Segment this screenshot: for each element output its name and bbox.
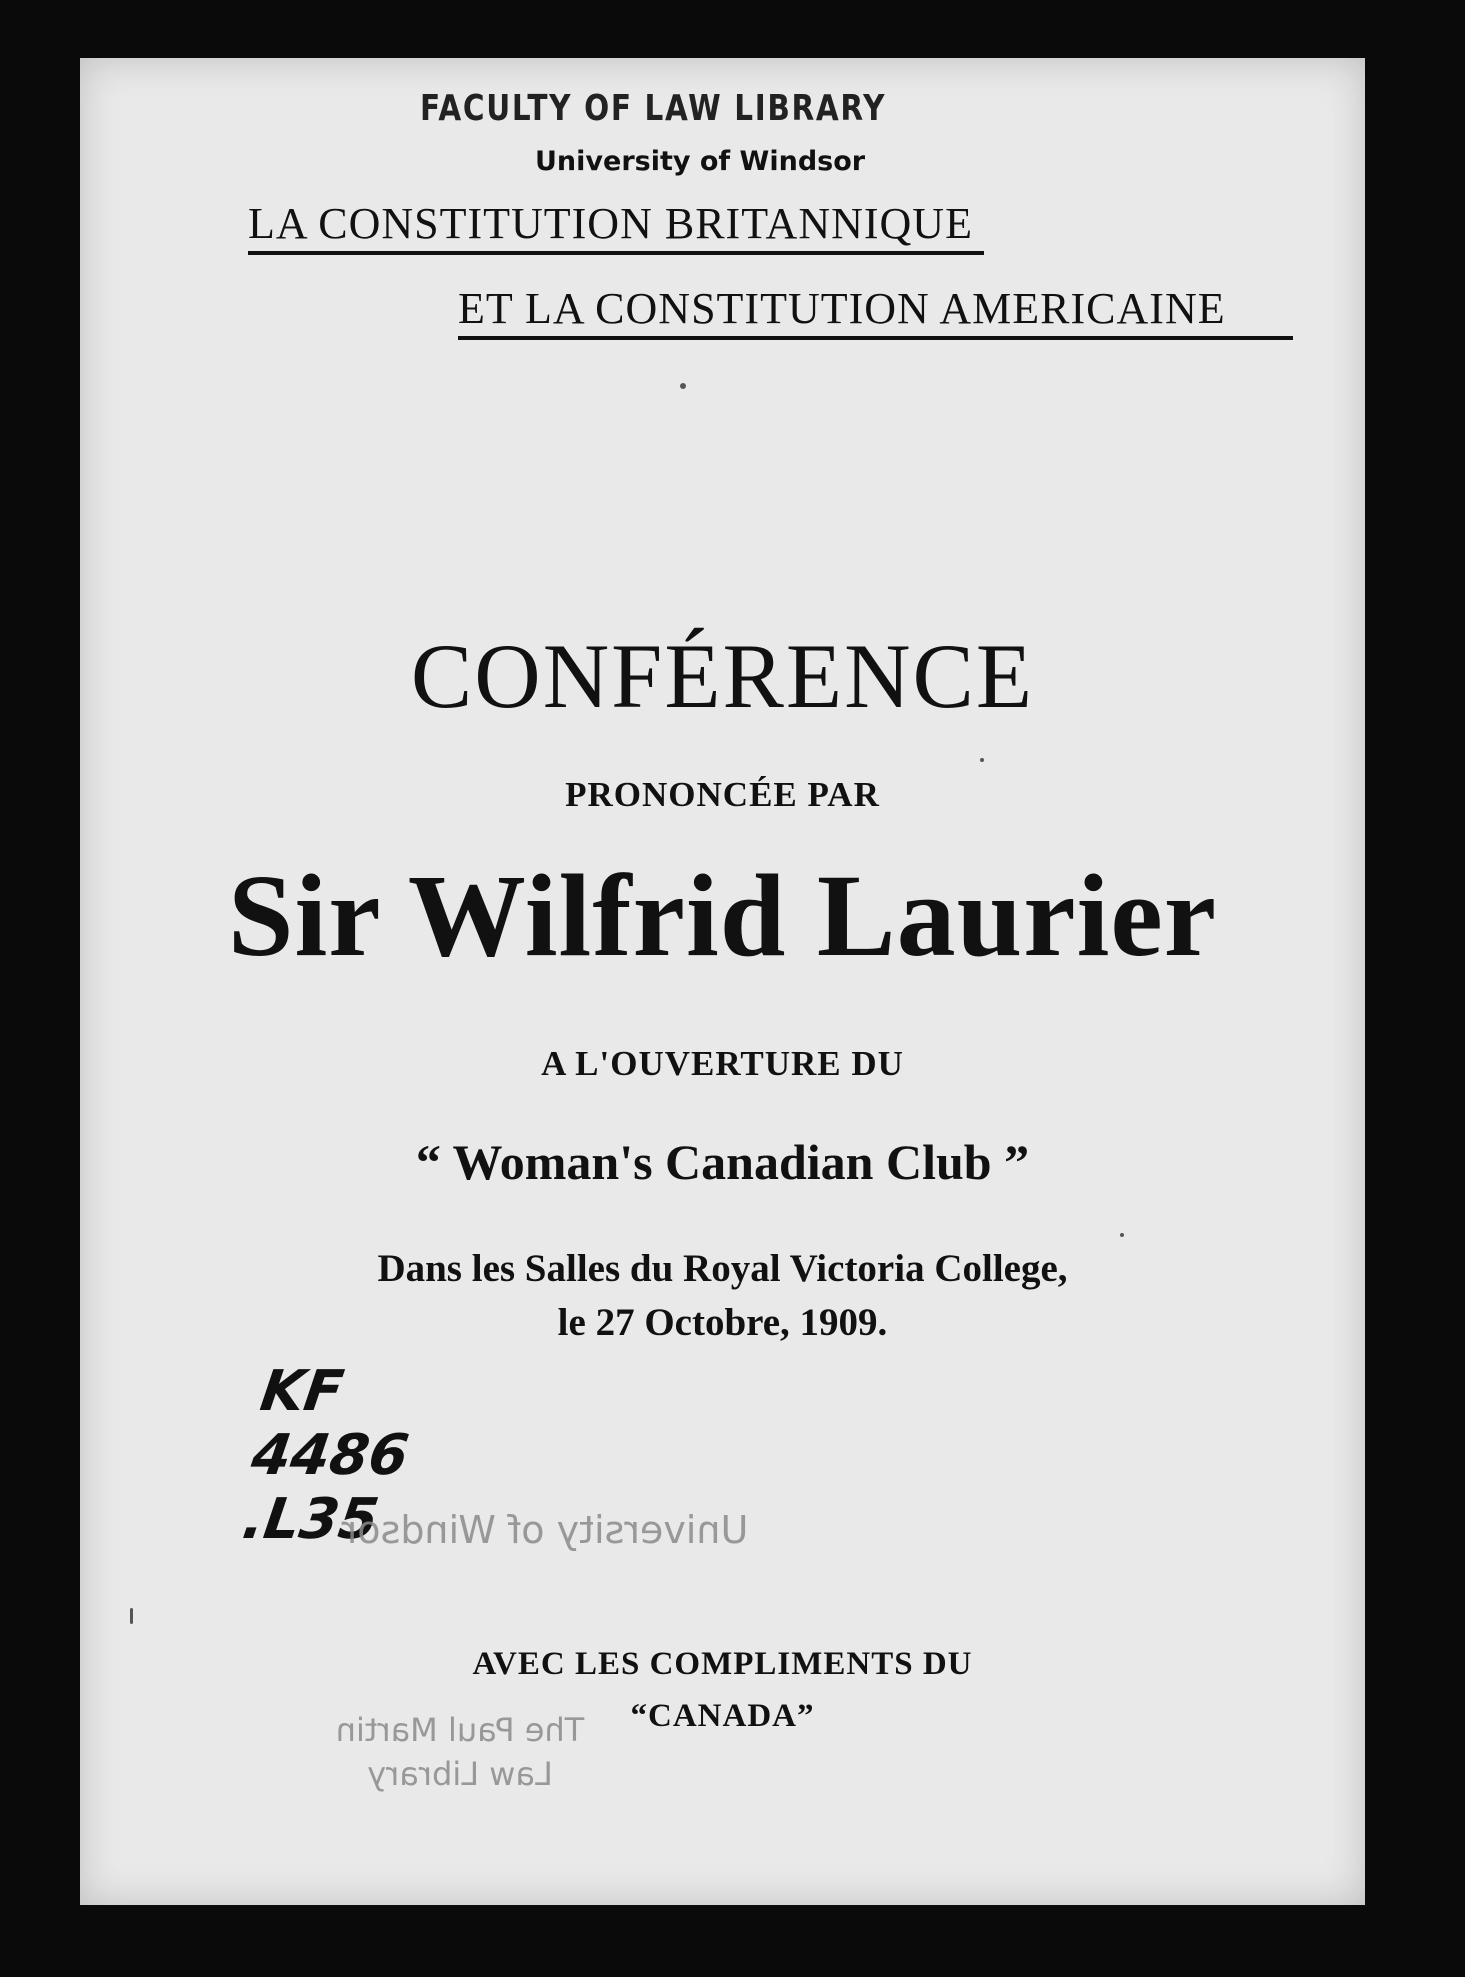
location-line-2: le 27 Octobre, 1909. <box>557 1301 888 1344</box>
speck <box>980 758 984 762</box>
mirrored-stamp-university: University of Windsor <box>341 1508 749 1552</box>
location-line-1: Dans les Salles du Royal Victoria College, <box>377 1247 1068 1290</box>
library-stamp-university: University of Windsor <box>535 146 866 177</box>
heading-conference: CONFÉRENCE <box>410 625 1035 727</box>
title-line-2: ET LA CONSTITUTION AMERICAINE <box>458 283 1293 340</box>
mirrored-stamp-library <box>310 1708 610 1796</box>
prononcee-par: PRONONCÉE PAR <box>565 775 880 814</box>
speck <box>1120 1233 1124 1237</box>
title-line-1: LA CONSTITUTION BRITANNIQUE <box>248 198 984 255</box>
speck <box>130 1608 133 1624</box>
ouverture-line: A L'OUVERTURE DU <box>541 1044 904 1083</box>
speaker-name: Sir Wilfrid Laurier <box>227 850 1218 981</box>
library-stamp-title: FACULTY OF LAW LIBRARY <box>420 88 887 129</box>
call-number-line-1: KF <box>256 1359 348 1424</box>
mirrored-stamp-line-3: Law Library <box>367 1755 553 1793</box>
speck <box>680 383 686 389</box>
compliments-line-2: “CANADA” <box>630 1698 815 1734</box>
call-number-line-3: .L35 <box>238 1487 383 1552</box>
call-number-line-2: 4486 <box>247 1423 413 1488</box>
document-page <box>80 58 1365 1905</box>
compliments-line-1: AVEC LES COMPLIMENTS DU <box>472 1646 973 1682</box>
mirrored-stamp-line-2: The Paul Martin <box>335 1711 585 1749</box>
club-name: “ Woman's Canadian Club ” <box>415 1134 1030 1190</box>
